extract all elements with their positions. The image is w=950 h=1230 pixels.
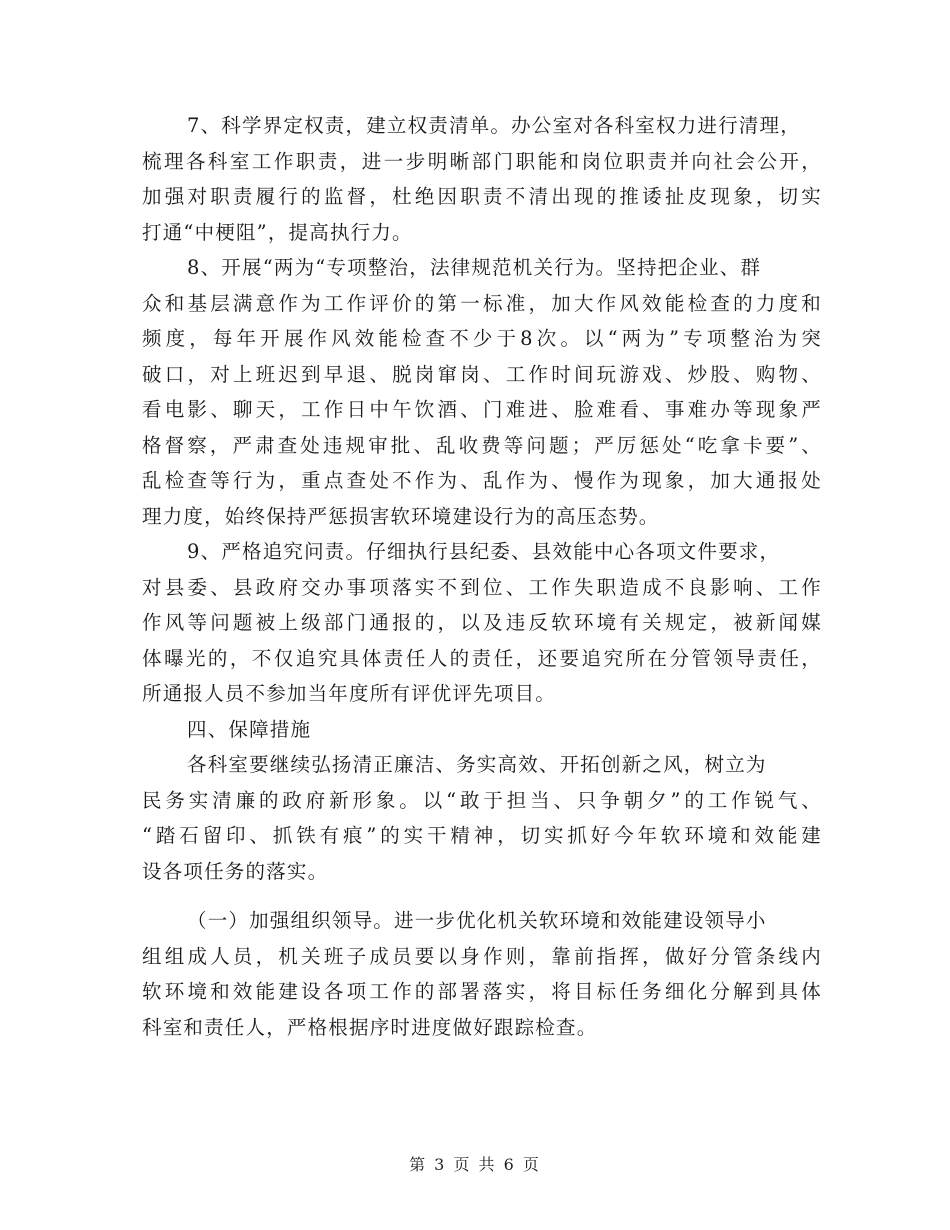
page-number-footer: 第 3 页 共 6 页 bbox=[409, 1155, 541, 1174]
paragraph-9-line-5: 所通报人员不参加当年度所有评优评先项目。 bbox=[142, 682, 557, 705]
paragraph-7-line-4: 打通“中梗阻”，提高执行力。 bbox=[142, 220, 413, 244]
paragraph-7-line-2: 梳理各科室工作职责，进一步明晰部门职能和岗位职责并向社会公开， bbox=[142, 149, 822, 173]
paragraph-leadership-line-1: （一）加强组织领导。进一步优化机关软环境和效能建设领导小 bbox=[187, 909, 767, 932]
paragraph-8-line-8: 理力度，始终保持严惩损害软环境建设行为的高压态势。 bbox=[142, 504, 660, 528]
paragraph-9-line-2: 对县委、县政府交办事项落实不到位、工作失职造成不良影响、工作 bbox=[142, 575, 822, 599]
paragraph-leadership-line-4: 科室和责任人，严格根据序时进度做好跟踪检查。 bbox=[142, 1015, 598, 1039]
paragraph-8-line-7: 乱检查等行为，重点查处不作为、乱作为、慢作为现象，加大通报处 bbox=[142, 469, 822, 492]
paragraph-9-line-4: 体曝光的，不仅追究具体责任人的责任，还要追究所在分管领导责任， bbox=[142, 646, 822, 670]
paragraph-8-line-3: 频度，每年开展作风效能检查不少于8次。以“两为”专项整治为突 bbox=[142, 327, 822, 350]
paragraph-8-line-2: 众和基层满意作为工作评价的第一标准，加大作风效能检查的力度和 bbox=[142, 291, 822, 315]
paragraph-8-line-6: 格督察，严肃查处违规审批、乱收费等问题；严厉惩处“吃拿卡要”、 bbox=[142, 433, 822, 457]
paragraph-7-line-1: 7、科学界定权责，建立权责清单。办公室对各科室权力进行清理， bbox=[187, 114, 801, 137]
paragraph-leadership-line-3: 软环境和效能建设各项工作的部署落实，将目标任务细化分解到具体 bbox=[142, 980, 822, 1003]
paragraph-safeguard-line-2: 民务实清廉的政府新形象。以“敢于担当、只争朝夕”的工作锐气、 bbox=[142, 788, 822, 812]
paragraph-8-line-4: 破口，对上班迟到早退、脱岗窜岗、工作时间玩游戏、炒股、购物、 bbox=[142, 362, 822, 386]
paragraph-9-line-1: 9、严格追究问责。仔细执行县纪委、县效能中心各项文件要求， bbox=[187, 540, 781, 563]
paragraph-leadership-line-2: 组组成人员，机关班子成员要以身作则，靠前指挥，做好分管条线内 bbox=[142, 944, 822, 968]
paragraph-8-line-5: 看电影、聊天，工作日中午饮酒、门难进、脸难看、事难办等现象严 bbox=[142, 398, 822, 421]
paragraph-8-line-1: 8、开展“两为“专项整治，法律规范机关行为。坚持把企业、群 bbox=[187, 256, 762, 279]
paragraph-7-line-3: 加强对职责履行的监督，杜绝因职责不清出现的推诿扯皮现象，切实 bbox=[142, 185, 822, 208]
document-body bbox=[142, 108, 822, 1045]
paragraph-9-line-3: 作风等问题被上级部门通报的，以及违反软环境有关规定，被新闻媒 bbox=[142, 611, 822, 634]
section-heading: 四、保障措施 bbox=[187, 717, 312, 741]
paragraph-safeguard-line-3: “踏石留印、抓铁有痕”的实干精神，切实抓好今年软环境和效能建 bbox=[142, 824, 822, 847]
paragraph-safeguard-line-1: 各科室要继续弘扬清正廉洁、务实高效、开拓创新之风，树立为 bbox=[187, 753, 767, 776]
paragraph-safeguard-line-4: 设各项任务的落实。 bbox=[142, 859, 329, 883]
